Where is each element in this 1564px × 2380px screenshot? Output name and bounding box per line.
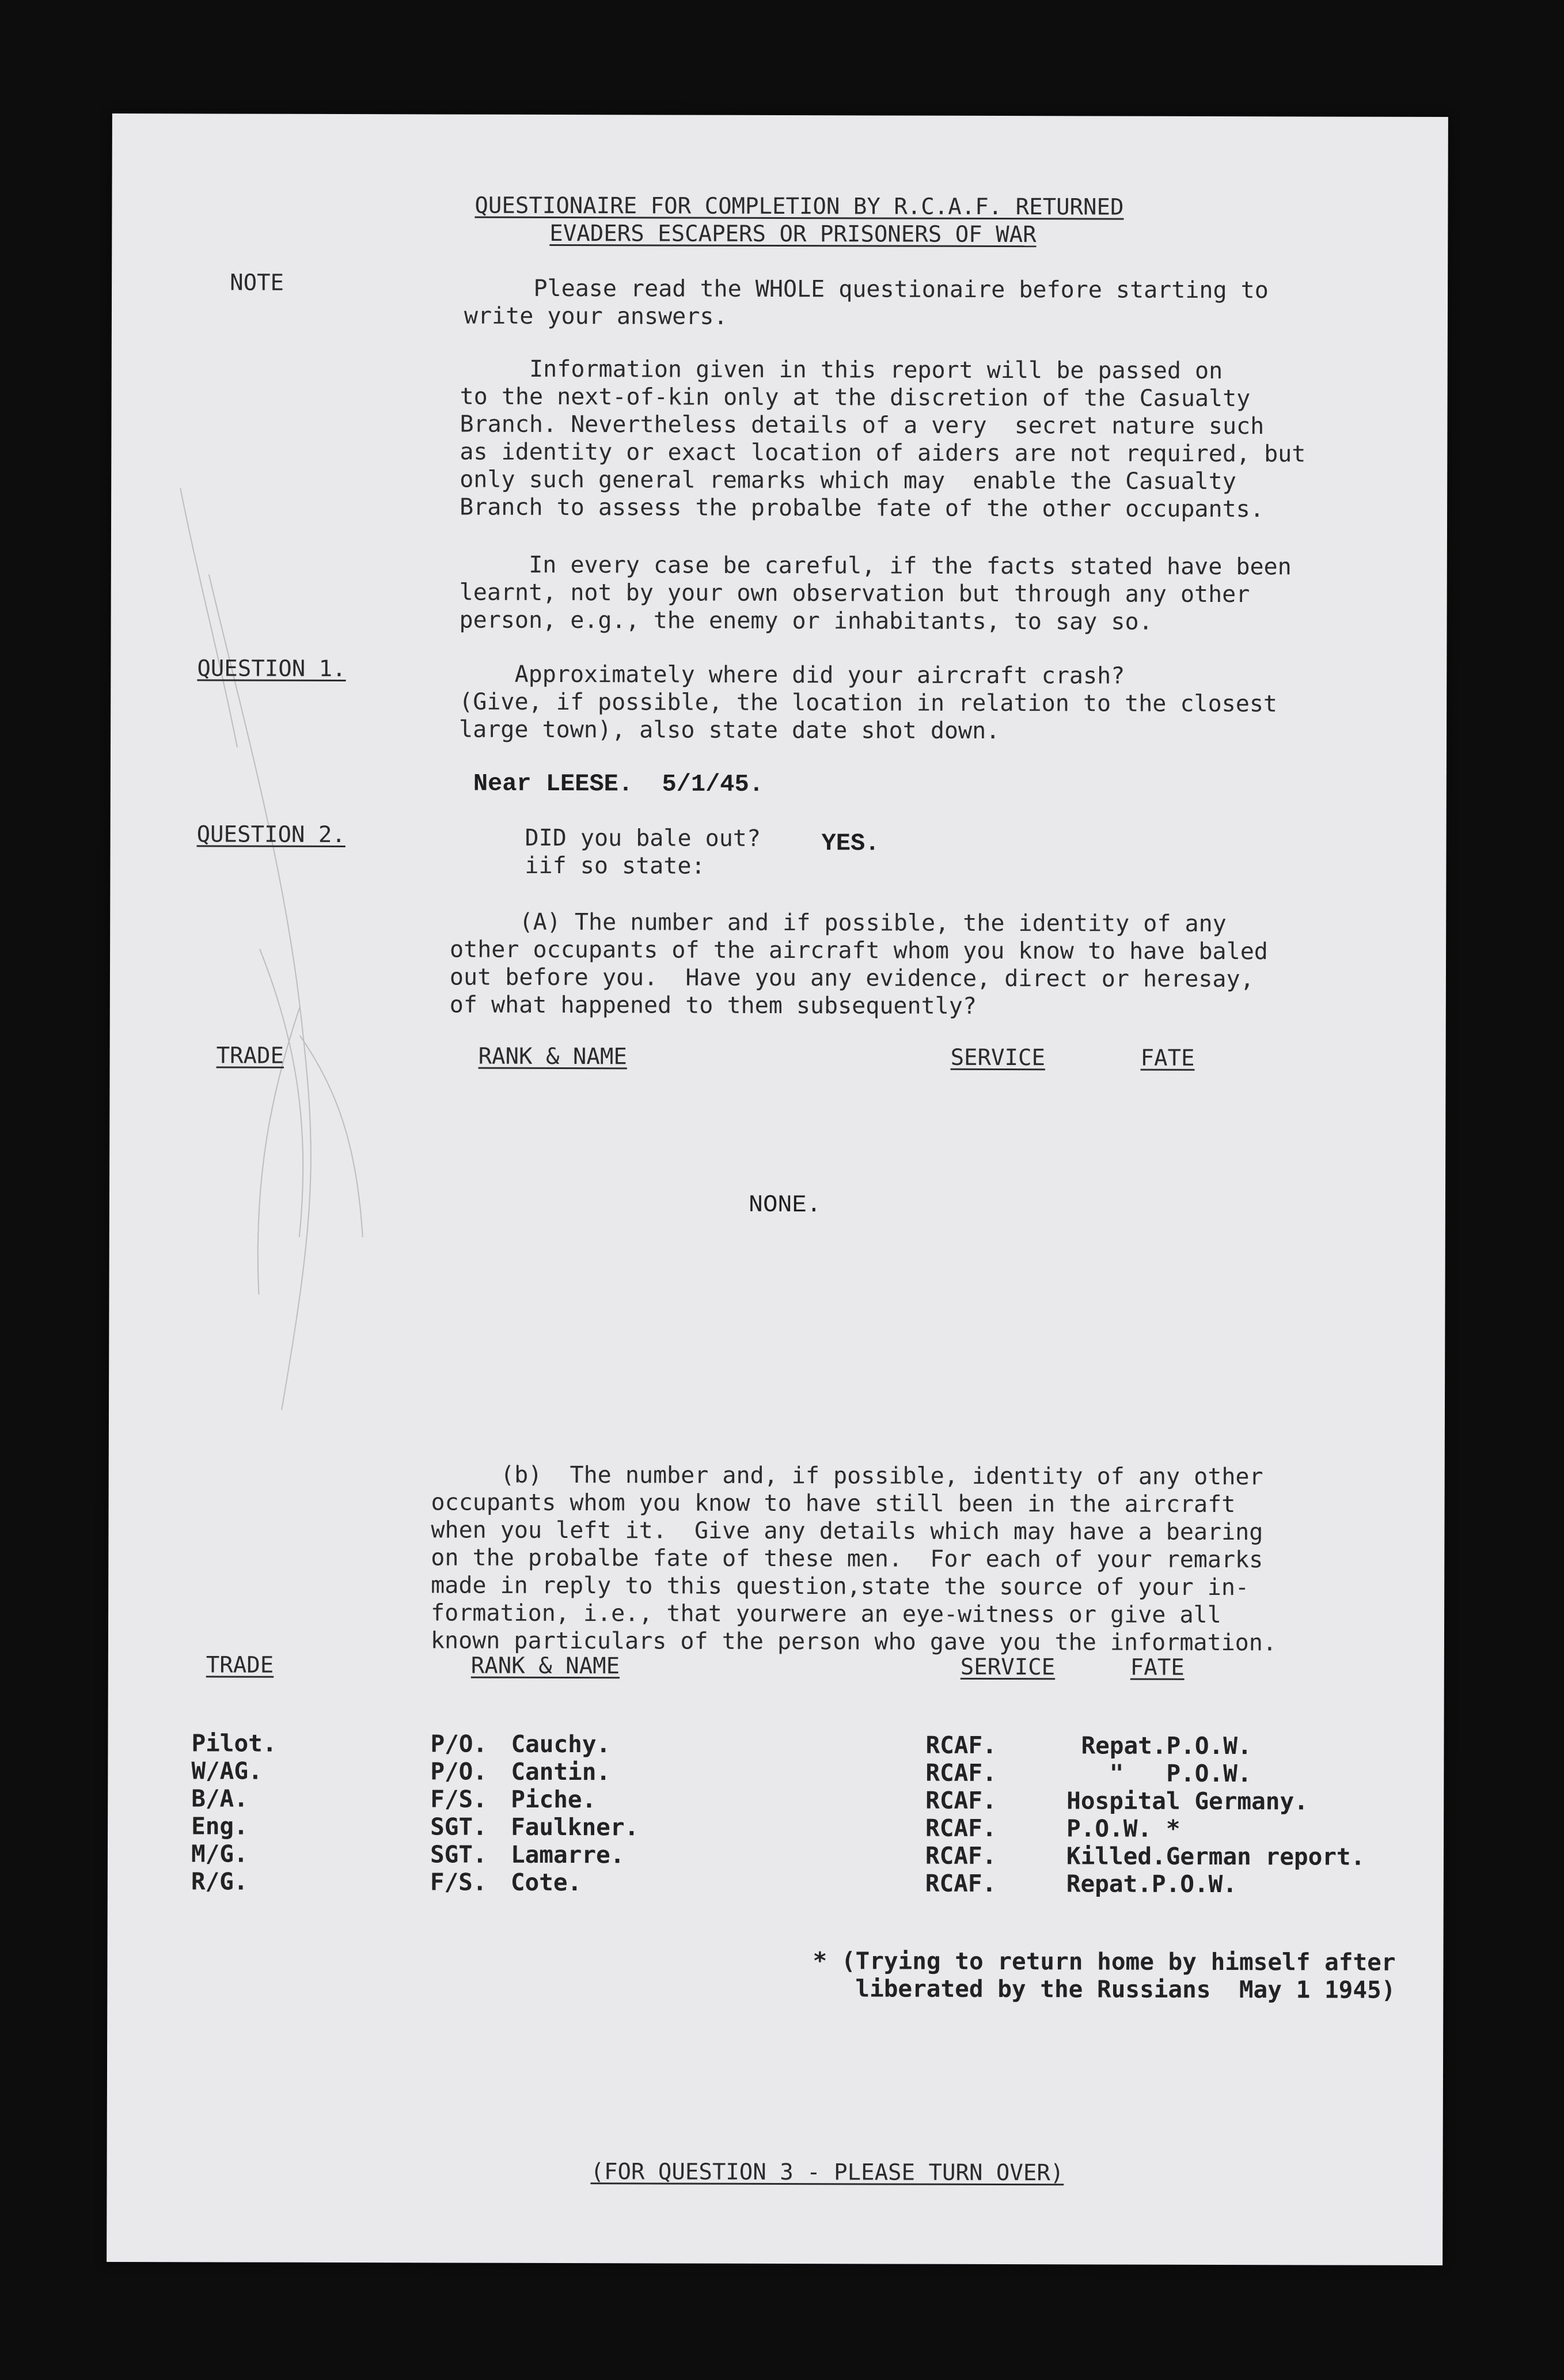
note-paragraph-1: Please read the WHOLE questionaire before starting to write your answers. — [464, 275, 1269, 330]
row-service: RCAF. — [925, 1786, 997, 1814]
row-name: Cantin. — [511, 1757, 611, 1786]
row-service: RCAF. — [925, 1731, 997, 1760]
question-1-text: Approximately where did your aircraft crash? (Give, if possible, the location in relation to the closest large town), also state date shot down. — [459, 661, 1278, 745]
header-service-b: SERVICE — [960, 1654, 1056, 1681]
row-rank: P/O. — [430, 1730, 488, 1758]
row-fate: Repat.P.O.W. — [1066, 1870, 1237, 1898]
row-trade: Pilot. — [191, 1729, 277, 1757]
row-service: RCAF. — [925, 1814, 997, 1842]
row-rank: F/S. — [430, 1785, 488, 1813]
row-fate: P.O.W. * — [1066, 1814, 1180, 1843]
note-paragraph-2: Information given in this report will be passed on to the next-of-kin only at the discretion of the Casualty Branch. Nevertheless details of a very secret nature such as identity or exact location of aiders are not required, but only such general remarks which may enable the Casualty Branch to assess the probalbe fate of the other occupants. — [460, 355, 1306, 523]
row-name: Cote. — [510, 1868, 582, 1897]
row-fate: " P.O.W. — [1081, 1759, 1252, 1788]
note-paragraph-3: In every case be careful, if the facts stated have been learnt, not by your own observation but through any other person, e.g., the enemy or inhabitants, to say so. — [459, 551, 1292, 635]
row-service: RCAF. — [925, 1841, 997, 1870]
part-a-answer: NONE. — [748, 1191, 822, 1219]
row-name: Faulkner. — [511, 1813, 639, 1841]
header-fate-a: FATE — [1140, 1045, 1195, 1071]
note-label: NOTE — [230, 270, 284, 296]
row-rank: P/O. — [430, 1757, 488, 1786]
question-2-part-a: (A) The number and if possible, the identity of any other occupants of the aircraft whom you know to have baled out before you. Have you any evidence, direct or heresay, of what happened to them subsequently? — [449, 908, 1268, 1020]
footnote: * (Trying to return home by himself after liberated by the Russians May 1 1945) — [813, 1947, 1396, 2004]
question-1-label: QUESTION 1. — [197, 655, 346, 683]
question-1-answer: Near LEESE. 5/1/45. — [473, 770, 764, 798]
row-rank: F/S. — [430, 1868, 487, 1896]
row-fate: Repat.P.O.W. — [1081, 1731, 1252, 1760]
question-2-label: QUESTION 2. — [196, 821, 346, 848]
title-line-2: EVADERS ESCAPERS OR PRISONERS OF WAR — [549, 220, 1037, 248]
row-trade: W/AG. — [191, 1757, 263, 1785]
header-trade-a: TRADE — [216, 1043, 284, 1069]
row-service: RCAF. — [925, 1759, 997, 1787]
question-2-part-b: (b) The number and, if possible, identity of any other occupants whom you know to have still been in the aircraft when you left it. Give any details which may have a bearing on the probalbe fate of these men. For each of your remarks made in reply to this question,state the source of your in- formation, i.e., that yourwere an eye-witness or give all known particulars of the person who gave you the information. — [430, 1461, 1277, 1657]
row-fate: Killed.German report. — [1066, 1842, 1365, 1871]
row-rank: SGT. — [430, 1813, 487, 1841]
row-fate: Hospital Germany. — [1066, 1787, 1308, 1816]
header-trade-b: TRADE — [206, 1652, 274, 1678]
row-trade: B/A. — [191, 1784, 249, 1813]
row-name: Cauchy. — [511, 1730, 611, 1759]
title-line-1: QUESTIONAIRE FOR COMPLETION BY R.C.A.F. RETURNED — [474, 192, 1124, 221]
header-service-a: SERVICE — [950, 1044, 1046, 1071]
row-trade: Eng. — [191, 1812, 248, 1840]
header-rank-name-a: RANK & NAME — [478, 1043, 627, 1070]
row-name: Piche. — [511, 1785, 597, 1814]
row-name: Lamarre. — [510, 1840, 625, 1869]
header-fate-b: FATE — [1130, 1654, 1185, 1681]
row-trade: M/G. — [191, 1840, 248, 1868]
question-2-text: DID you bale out? iif so state: — [525, 824, 761, 880]
question-2-answer: YES. — [821, 829, 880, 858]
header-rank-name-b: RANK & NAME — [470, 1653, 620, 1680]
page-footer: (FOR QUESTION 3 - PLEASE TURN OVER) — [590, 2159, 1064, 2186]
document-page — [107, 113, 1448, 2265]
row-trade: R/G. — [191, 1867, 248, 1896]
row-service: RCAF. — [925, 1869, 997, 1897]
row-rank: SGT. — [430, 1840, 487, 1869]
